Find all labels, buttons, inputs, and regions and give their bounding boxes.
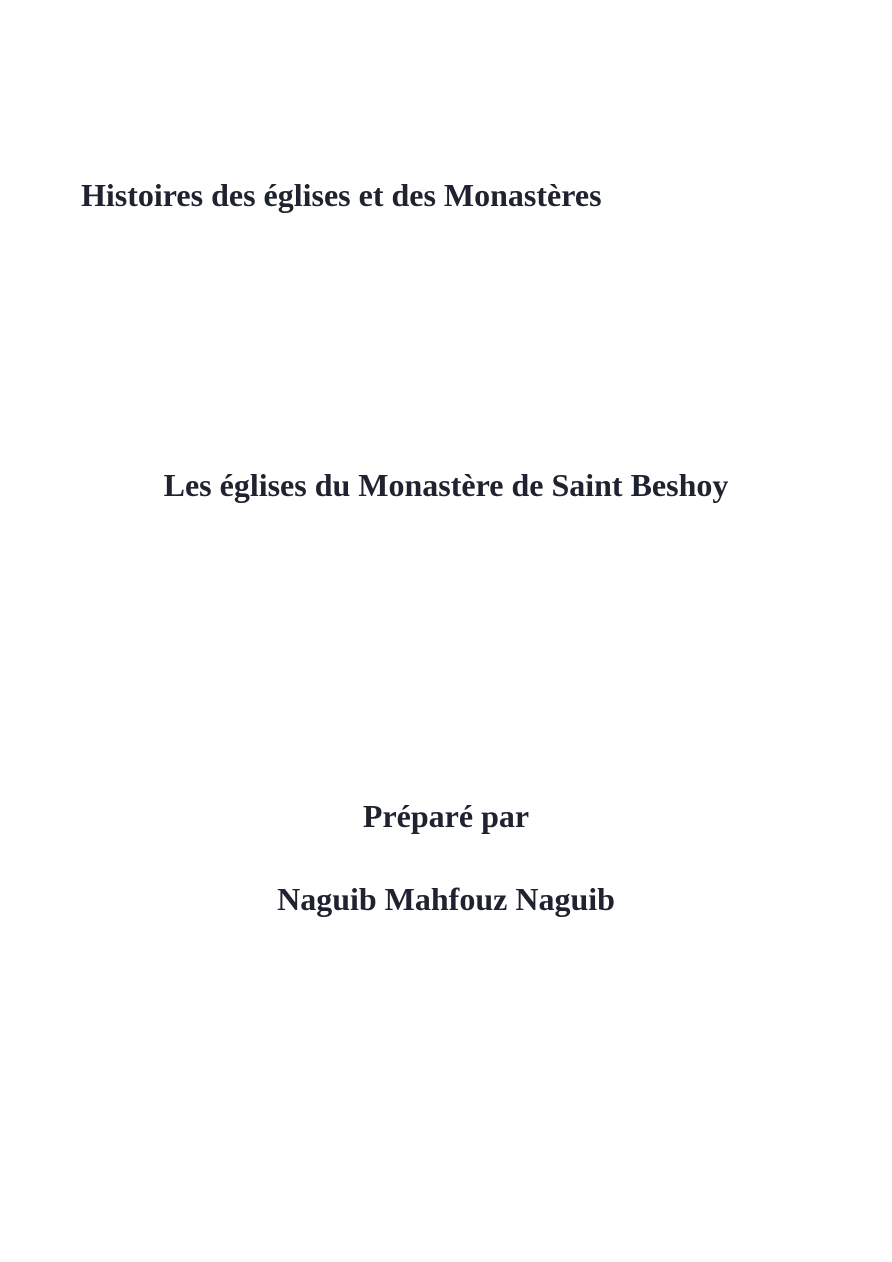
book-title: Les églises du Monastère de Saint Beshoy (163, 467, 729, 503)
author-name: Naguib Mahfouz Naguib (277, 881, 615, 917)
series-title: Histoires des églises et des Monastères (81, 177, 602, 213)
prepared-by-label: Préparé par (362, 798, 530, 834)
